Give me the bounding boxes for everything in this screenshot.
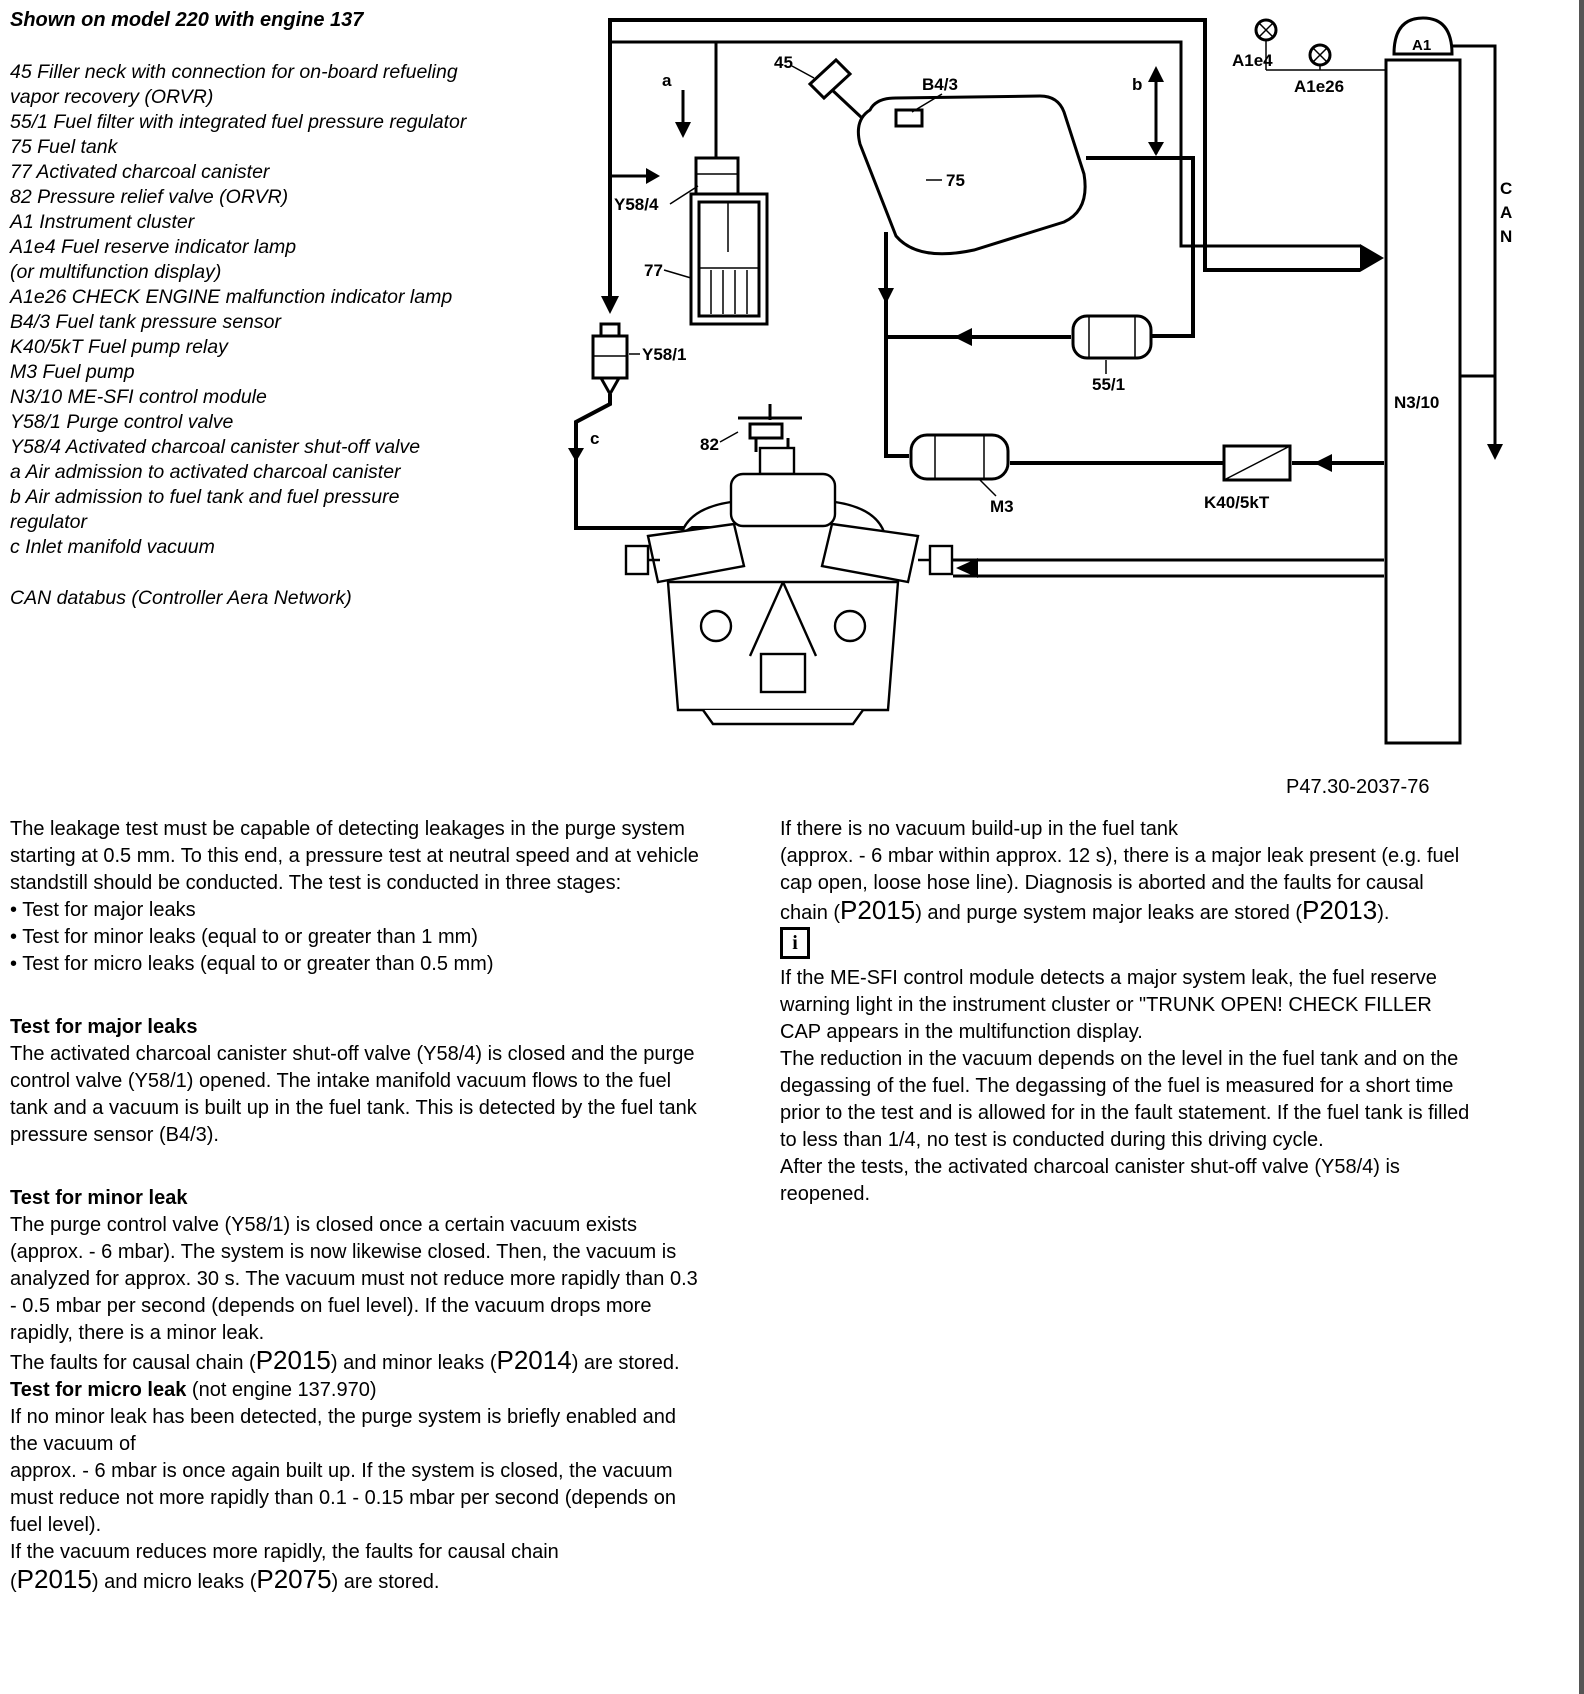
bullet-minor: • Test for minor leaks (equal to or greater than 1 mm) [10, 926, 478, 948]
diagram-label-can-a: A [1500, 203, 1513, 222]
diagram-label-a: a [662, 71, 672, 90]
fuel-pump-m3 [911, 435, 1008, 479]
diagram-label-y581: Y58/1 [642, 345, 687, 364]
diagram-label-n310: N3/10 [1394, 393, 1440, 412]
filler-neck [810, 60, 850, 98]
tank-pressure-sensor-b43 [896, 110, 922, 126]
diagram-label-b43: B4/3 [922, 75, 958, 94]
fault-code-p2015: P2015 [16, 1564, 92, 1594]
minor-leak-fault-codes [10, 1347, 700, 1377]
diagram-label-b: b [1132, 75, 1143, 94]
diagram-label-a1e4: A1e4 [1232, 51, 1273, 70]
legend-item-c: c Inlet manifold vacuum [10, 536, 215, 558]
diagram-label-can-c: C [1500, 179, 1513, 198]
info-icon-glyph: i [792, 931, 798, 954]
code-text: (approx. - 6 mbar within approx. 12 s), there is a major leak present (e.g. fuel cap open, loose hose line). Diagnosis is aborted and the faults for causal chain ( [780, 845, 1460, 924]
legend-item-k40: K40/5kT Fuel pump relay [10, 336, 228, 358]
micro-leak-fault-codes [10, 1566, 700, 1596]
micro-leak-paragraph-1: If no minor leak has been detected, the purge system is briefly enabled and the vacuum of [10, 1406, 676, 1455]
legend-can-note: CAN databus (Controller Aera Network) [10, 587, 352, 609]
warning-lamp-a1e26-icon [1310, 45, 1330, 65]
legend-item-b: b Air admission to fuel tank and fuel pressure regulator [10, 486, 400, 533]
micro-leak-heading-note: (not engine 137.970) [186, 1379, 377, 1401]
legend-item-b43: B4/3 Fuel tank pressure sensor [10, 311, 281, 333]
after-tests-paragraph: After the tests, the activated charcoal canister shut-off valve (Y58/4) is reopened. [780, 1156, 1400, 1205]
legend-item-n310: N3/10 ME-SFI control module [10, 386, 267, 408]
micro-leak-heading [10, 1377, 700, 1404]
bullet-major: • Test for major leaks [10, 899, 196, 921]
minor-leak-heading: Test for minor leak [10, 1187, 188, 1209]
minor-leak-paragraph: The purge control valve (Y58/1) is closed once a certain vacuum exists (approx. - 6 mbar). The system is now likewise closed. Then, the vacuum is analyzed for approx. 30 s. The vacuum must not reduce more rapidly than 0.3 - 0.5 mbar per second (depends on fuel level). If the vacuum drops more rapidly, there is a minor leak. [10, 1214, 698, 1344]
code-text: ). [1377, 902, 1390, 924]
micro-leak-paragraph-2: approx. - 6 mbar is once again built up. If the system is closed, the vacuum must reduce not more rapidly than 0.1 - 0.15 mbar per second (depends on fuel level). [10, 1460, 676, 1536]
engine [626, 448, 952, 724]
fuel-pump-relay-k40 [1224, 446, 1290, 480]
fault-code-p2014: P2014 [496, 1345, 572, 1375]
diagram-label-k40: K40/5kT [1204, 493, 1270, 512]
major-leak-heading: Test for major leaks [10, 1016, 198, 1038]
diagram-label-c: c [590, 429, 600, 448]
warning-lamp-a1e4-icon [1256, 20, 1276, 40]
scan-edge-artifact [1579, 0, 1584, 1694]
code-text: ) and micro leaks ( [91, 1571, 257, 1593]
major-leak-note [780, 816, 1470, 927]
diagram-label-can-n: N [1500, 227, 1513, 246]
shutoff-valve-y584 [696, 158, 738, 194]
diagram-label-a1: A1 [1412, 37, 1432, 54]
legend-item-m3: M3 Fuel pump [10, 361, 135, 383]
legend-item-a1e4: A1e4 Fuel reserve indicator lamp [10, 236, 297, 258]
diagram-label-75: 75 [946, 171, 965, 190]
diagram-label-551: 55/1 [1092, 375, 1126, 394]
diagram-label-a1e26: A1e26 [1294, 77, 1345, 96]
code-text: ) and purge system major leaks are stored ( [915, 902, 1303, 924]
code-text: ) are stored. [571, 1352, 680, 1374]
diagram-label-m3: M3 [990, 497, 1014, 516]
legend-item-75: 75 Fuel tank [10, 136, 118, 158]
micro-leak-paragraph-3: If the vacuum reduces more rapidly, the faults for causal chain [10, 1541, 559, 1563]
info-paragraph: If the ME-SFI control module detects a major system leak, the fuel reserve warning light in the instrument cluster or "TRUNK OPEN! CHECK FILLER CAP appears in the multifunction display. [780, 967, 1437, 1043]
charcoal-canister-77 [691, 194, 767, 324]
legend-item-a1e26: A1e26 CHECK ENGINE malfunction indicator lamp [10, 286, 453, 308]
diagram-label-82: 82 [700, 435, 719, 454]
micro-leak-heading-bold: Test for micro leak [10, 1379, 187, 1401]
intro-paragraph: The leakage test must be capable of detecting leakages in the purge system starting at 0.5 mm. To this end, a pressure test at neutral speed and at vehicle standstill should be conducted. The test is conducted in three stages: [10, 818, 699, 894]
system-diagram [498, 8, 1582, 753]
legend-item-82: 82 Pressure relief valve (ORVR) [10, 186, 289, 208]
legend-item-77: 77 Activated charcoal canister [10, 161, 270, 183]
figure-reference: P47.30-2037-76 [1286, 776, 1430, 798]
legend-item-a1e4b: (or multifunction display) [10, 261, 222, 283]
vacuum-reduction-paragraph: The reduction in the vacuum depends on the level in the fuel tank and on the degassing of the fuel. The degassing of the fuel is measured for a short time prior to the test and is allowed for in the fault statement. If the fuel tank is filled to less than 1/4, no test is conducted during this driving cycle. [780, 1048, 1470, 1151]
note-line-1: If there is no vacuum build-up in the fuel tank [780, 818, 1179, 840]
diagram-label-y584: Y58/4 [614, 195, 659, 214]
major-leak-paragraph: The activated charcoal canister shut-off valve (Y58/4) is closed and the purge control valve (Y58/1) opened. The intake manifold vacuum flows to the fuel tank and a vacuum is built up in the fuel tank. This is detected by the fuel tank pressure sensor (B4/3). [10, 1043, 697, 1146]
legend-item-a: a Air admission to activated charcoal canister [10, 461, 401, 483]
code-text: ) are stored. [331, 1571, 440, 1593]
purge-valve-y581 [593, 324, 627, 394]
legend-item-y581: Y58/1 Purge control valve [10, 411, 234, 433]
legend-item-y584: Y58/4 Activated charcoal canister shut-off valve [10, 436, 421, 458]
legend-item-551: 55/1 Fuel filter with integrated fuel pressure regulator [10, 111, 467, 133]
bullet-micro: • Test for micro leaks (equal to or greater than 0.5 mm) [10, 953, 494, 975]
code-text: ( [10, 1571, 17, 1593]
diagram-label-45: 45 [774, 53, 793, 72]
fault-code-p2015: P2015 [255, 1345, 331, 1375]
code-text: ) and minor leaks ( [330, 1352, 497, 1374]
legend-item-a1: A1 Instrument cluster [10, 211, 195, 233]
fault-code-p2075: P2075 [256, 1564, 332, 1594]
info-icon [780, 927, 810, 959]
diagram-label-77: 77 [644, 261, 663, 280]
legend-item-45: 45 Filler neck with connection for on-board refueling vapor recovery (ORVR) [10, 61, 458, 108]
text-column-left [10, 816, 700, 1596]
code-text: The faults for causal chain ( [10, 1352, 256, 1374]
page-title: Shown on model 220 with engine 137 [10, 9, 364, 31]
fuel-filter-551 [1073, 316, 1151, 358]
legend-panel [10, 8, 472, 611]
fuel-tank-75 [858, 96, 1085, 254]
fault-code-p2013: P2013 [1302, 895, 1378, 925]
fault-code-p2015: P2015 [840, 895, 916, 925]
text-column-right [780, 816, 1470, 1208]
